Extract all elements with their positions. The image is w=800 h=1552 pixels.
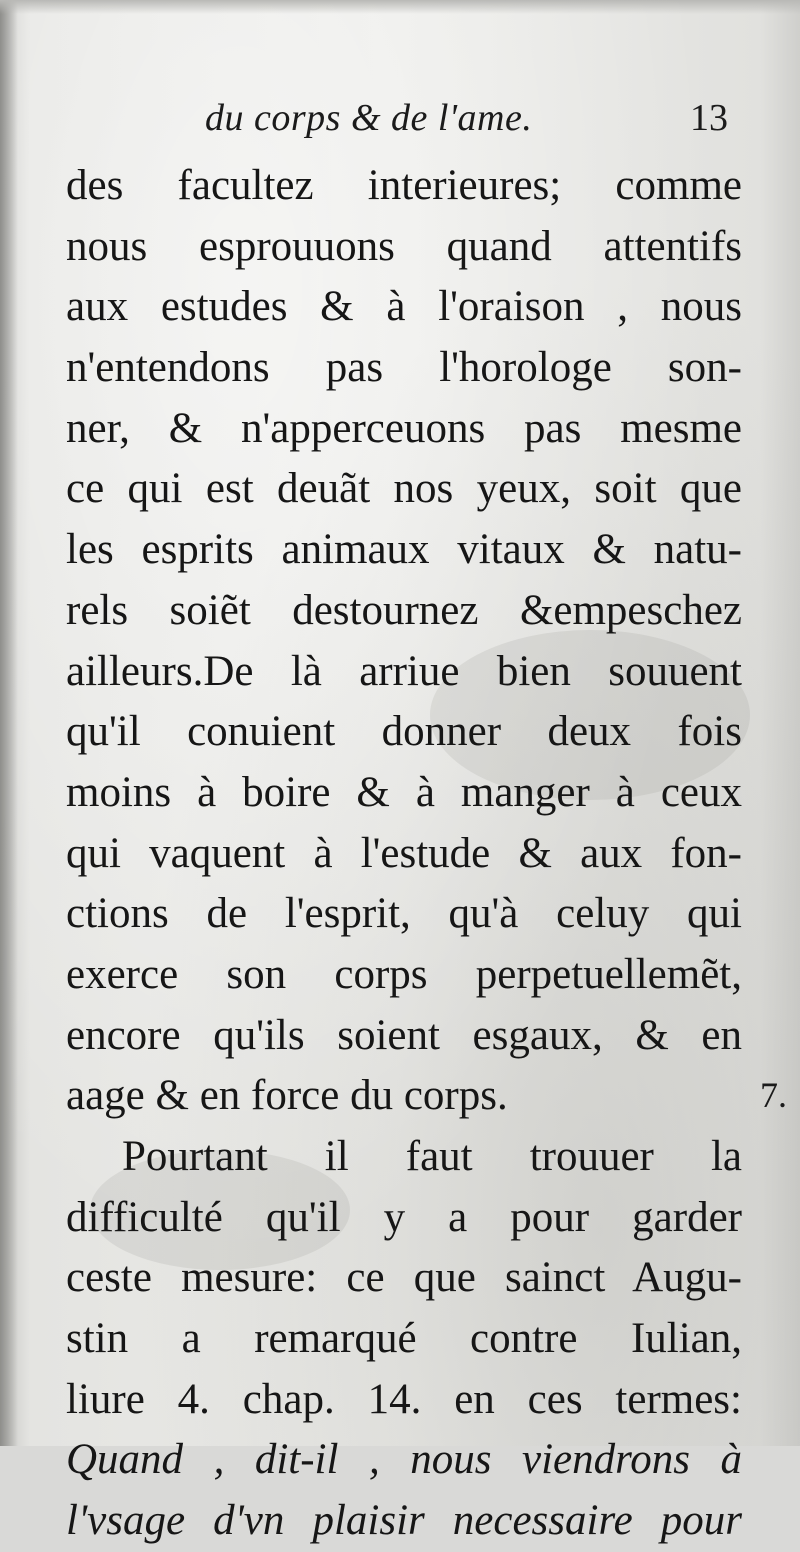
text-line: stin a remarqué contre Iulian, bbox=[66, 1315, 742, 1363]
page-number: 13 bbox=[690, 97, 728, 139]
running-head bbox=[0, 96, 740, 146]
text-line: aux estudes & à l'oraison , nous bbox=[66, 283, 742, 331]
text-line: ailleurs.De là arriue bien souuent bbox=[66, 647, 742, 695]
page-shadow-top bbox=[0, 0, 800, 14]
text-line: qu'il conuient donner deux fois bbox=[66, 708, 742, 756]
page-shadow-left bbox=[0, 0, 18, 1446]
margin-note: 7. bbox=[760, 1075, 787, 1115]
running-head-title: du corps & de l'ame. bbox=[205, 97, 533, 139]
text-line: difficulté qu'il y a pour garder bbox=[66, 1193, 742, 1241]
quotation-line: Quand , dit-il , nous viendrons à bbox=[66, 1436, 742, 1484]
text-line: ner, & n'apperceuons pas mesme bbox=[66, 404, 742, 452]
text-line: aage & en force du corps. bbox=[66, 1072, 508, 1120]
text-line: qui vaquent à l'estude & aux fon- bbox=[66, 829, 742, 877]
text-line: ce qui est deuãt nos yeux, soit que bbox=[66, 465, 742, 513]
text-line: des facultez interieures; comme bbox=[66, 162, 742, 209]
text-line: ceste mesure: ce que sainct Augu- bbox=[66, 1254, 742, 1302]
text-line: ctions de l'esprit, qu'à celuy qui bbox=[66, 890, 742, 938]
text-line: les esprits animaux vitaux & natu- bbox=[66, 526, 742, 574]
quotation-line: l'vsage d'vn plaisir necessaire pour bbox=[66, 1497, 742, 1545]
text-line: rels soiẽt destournez &empeschez bbox=[66, 586, 742, 634]
text-line: n'entendons pas l'horologe son- bbox=[66, 344, 742, 392]
text-line: encore qu'ils soient esgaux, & en bbox=[66, 1011, 742, 1059]
text-line: moins à boire & à manger à ceux bbox=[66, 768, 742, 816]
body-text bbox=[66, 156, 742, 1552]
paragraph-first-line: Pourtant il faut trouuer la bbox=[122, 1133, 742, 1180]
text-line: exerce son corps perpetuellemẽt, bbox=[66, 950, 742, 998]
text-line: nous esprouuons quand attentifs bbox=[66, 222, 742, 270]
text-line: liure 4. chap. 14. en ces termes: bbox=[66, 1375, 742, 1423]
